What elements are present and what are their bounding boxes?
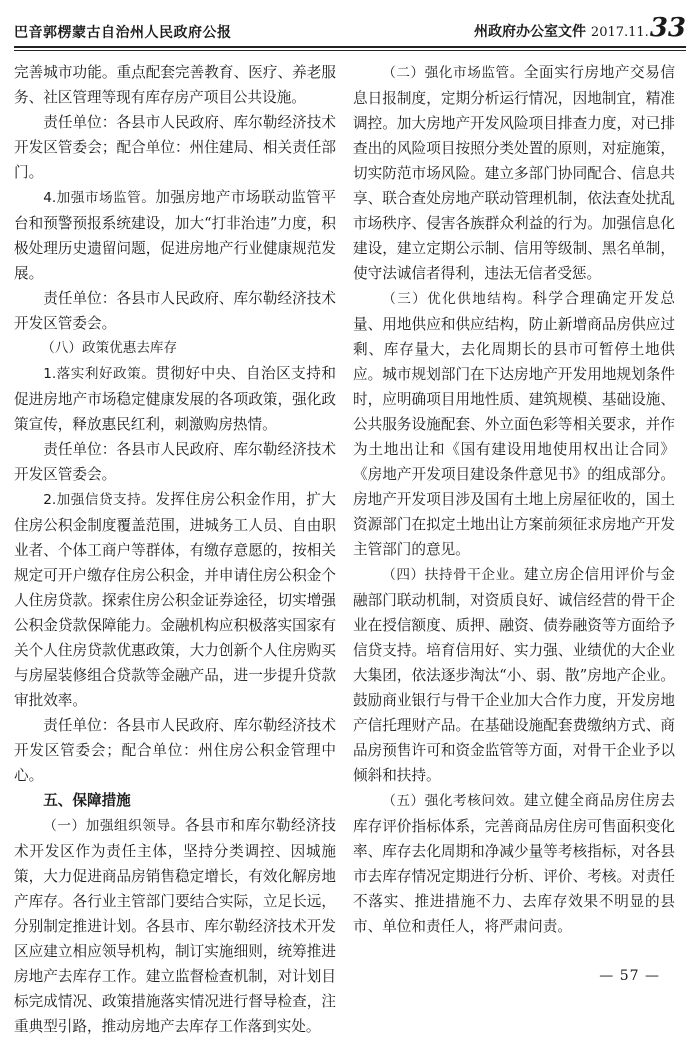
paragraph <box>353 788 675 939</box>
paragraph <box>353 60 675 286</box>
subsection-title: 4.加强市场监管。 <box>43 190 156 206</box>
subsection-title: 2.加强信贷支持。 <box>43 492 156 508</box>
paragraph <box>14 185 336 286</box>
subsection-title: （五）强化考核问效。 <box>382 793 524 809</box>
page-footer-number: — 57 — <box>599 968 660 984</box>
paragraph: 责任单位：各县市人民政府、库尔勒经济技术开发区管委会。 <box>14 290 336 332</box>
paragraph-text: 建立健全商品房住房去库存评价指标体系，完善商品房住房可售面积变化率、库存去化周期和净减少量等考核指标，对各县市去库存情况定期进行分析、评价、考核。对责任不落实、推进措施不力、去库存效果不明显的县市、单位和责任人，将严肃问责。 <box>353 792 675 935</box>
paragraph: 责任单位：各县市人民政府、库尔勒经济技术开发区管委会。 <box>14 441 336 483</box>
left-column <box>14 60 336 1035</box>
section-title: 州政府办公室文件 <box>474 24 587 40</box>
paragraph <box>353 562 675 788</box>
right-column <box>353 60 675 940</box>
paragraph-text: 发挥住房公积金作用，扩大住房公积金制度覆盖范围，进城务工人员、自由职业者、个体工商户等群体，有缴存意愿的，按相关规定可开户缴存住房公积金，并申请住房公积金个人住房贷款。探索住房公积金证券途径，切实增强公积金贷款保障能力。金融机构应积极落实国家有关个人住房贷款优惠政策，大力创新个人住房购买与房屋装修组合贷款等金融产品，进一步提升贷款审批效率。 <box>14 491 336 709</box>
section-title: （八）政策优惠去库存 <box>41 340 178 356</box>
issue-number: 2017.11. <box>590 25 649 40</box>
subsection-title: （二）强化市场监管。 <box>382 65 524 81</box>
gazette-title: 巴音郭楞蒙古自治州人民政府公报 <box>14 25 232 41</box>
paragraph-text: 全面实行房地产交易信息日报制度，定期分析运行情况，因地制宜，精准调控。加大房地产开发风险项目排查力度，对已排查出的风险项目按照分类处置的原则，对症施策，切实防范市场风险。建立多部门协同配合、信息共享、联合查处房地产联动管理机制，依法查处扰乱市场秩序、侵害各族群众利益的行为。加强信息化建设，建立定期公示制、信用等级制、黑名单制，使守法诚信者得利，违法无信者受惩。 <box>353 64 675 282</box>
subsection-title: （三）优化供地结构。 <box>382 291 533 307</box>
section-label <box>474 13 686 43</box>
paragraph <box>14 361 336 437</box>
paragraph <box>14 813 336 1039</box>
paragraph <box>353 286 675 562</box>
page-header <box>14 14 686 48</box>
paragraph-text: 各县市和库尔勒经济技术开发区作为责任主体，坚持分类调控、因城施策，大力促进商品房销售稳定增长，有效化解房地产库存。各行业主管部门要结合实际，立足长远，分别制定推进计划。各县市、库尔勒经济技术开发区应建立相应领导机构，制订实施细则，统筹推进房地产去库存工作。建立监督检查机制，对计划目标完成情况、政策措施落实情况进行督导检查，注重典型引路，推动房地产去库存工作落到实处。 <box>14 817 336 1035</box>
paragraph <box>14 487 336 713</box>
subsection-title: （四）扶持骨干企业。 <box>382 567 524 583</box>
subsection-title: （一）加强组织领导。 <box>43 818 185 834</box>
paragraph: 责任单位：各县市人民政府、库尔勒经济技术开发区管委会；配合单位：州住建局、相关责任部门。 <box>14 114 336 181</box>
chapter-heading: 五、保障措施 <box>43 792 131 809</box>
subsection-title: 1.落实利好政策。 <box>43 366 156 382</box>
issue-page-number: 33 <box>649 13 686 43</box>
paragraph: 完善城市功能。重点配套完善教育、医疗、养老服务、社区管理等现有库存房产项目公共设施。 <box>14 64 336 106</box>
paragraph: 责任单位：各县市人民政府、库尔勒经济技术开发区管委会；配合单位：州住房公积金管理中心。 <box>14 717 336 784</box>
paragraph-text: 贯彻好中央、自治区支持和促进房地产市场稳定健康发展的各项政策，强化政策宣传，释放惠民红利，刺激购房热情。 <box>14 365 336 433</box>
header-rule-thick <box>14 46 686 48</box>
header-rule-thin <box>14 50 686 51</box>
paragraph-text: 科学合理确定开发总量、用地供应和供应结构，防止新增商品房供应过剩、库存量大，去化周期长的县市可暂停土地供应。城市规划部门在下达房地产开发用地规划条件时，应明确项目用地性质、建筑规模、基础设施、公共服务设施配套、外立面色彩等相关要求，并作为土地出让和《国有建设用地使用权出让合同》《房地产开发项目建设条件意见书》的组成部分。房地产开发项目涉及国有土地上房屋征收的，国土资源部门在拟定土地出让方案前须征求房地产开发主管部门的意见。 <box>353 290 675 558</box>
paragraph-text: 加强房地产市场联动监管平台和预警预报系统建设，加大“打非治违”力度，积极处理历史遗留问题，促进房地产行业健康规范发展。 <box>14 189 336 282</box>
paragraph-text: 建立房企信用评价与金融部门联动机制，对资质良好、诚信经营的骨干企业在授信额度、质押、融资、债券融资等方面给予信贷支持。培育信用好、实力强、业绩优的大企业大集团，依法逐步淘汰“小、弱、散”房地产企业。鼓励商业银行与骨干企业加大合作力度，开发房地产信托理财产品。在基础设施配套费缴纳方式、商品房预售许可和资金监管等方面，对骨干企业予以倾斜和扶持。 <box>353 566 675 784</box>
